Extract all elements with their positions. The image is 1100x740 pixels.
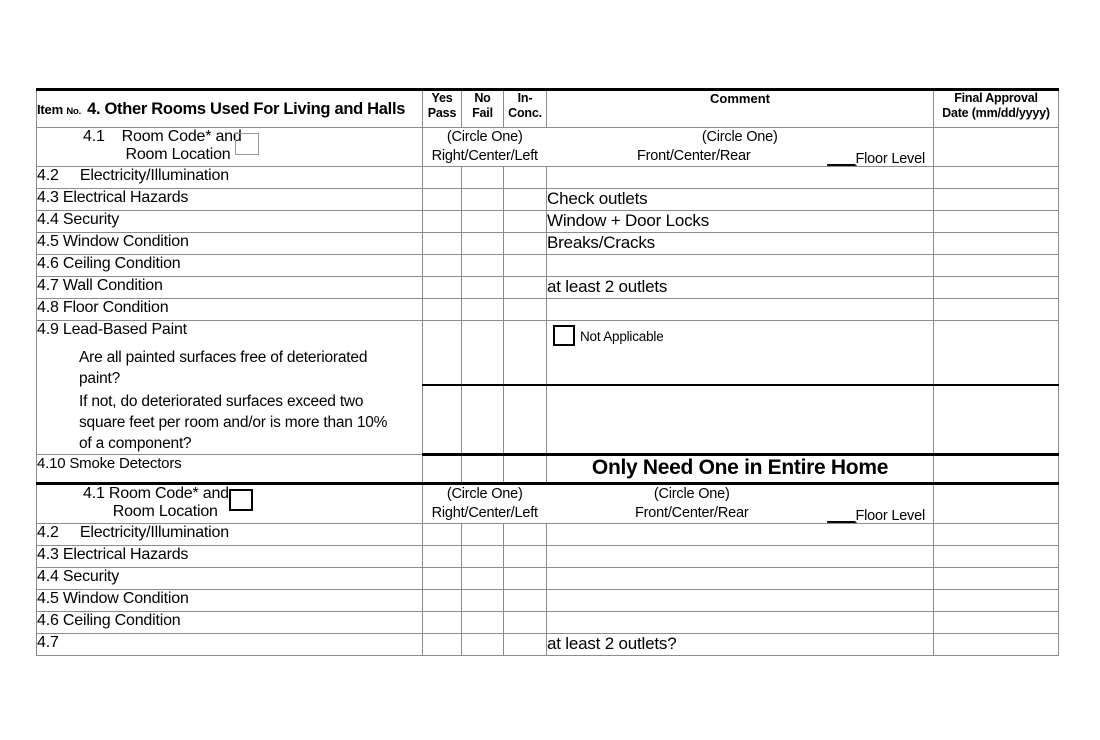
yes-pass-cell[interactable] (423, 455, 462, 484)
floor-level-field-1[interactable]: ____Floor Level (827, 151, 925, 167)
in-conc-cell[interactable] (504, 167, 547, 189)
final-approval-cell[interactable] (934, 568, 1059, 590)
yes-pass-cell[interactable] (423, 233, 462, 255)
final-approval-cell[interactable] (934, 299, 1059, 321)
table-row (37, 568, 1059, 590)
header-col-yes-pass: Yes Pass (423, 90, 462, 128)
no-fail-cell[interactable] (462, 299, 504, 321)
yes-pass-cell[interactable] (423, 277, 462, 299)
circle-one-left-1: (Circle One) Right/Center/Left (423, 128, 547, 167)
no-fail-cell[interactable] (462, 211, 504, 233)
comment-cell[interactable] (547, 524, 934, 546)
comment-cell[interactable]: Window + Door Locks (547, 211, 934, 233)
no-fail-cell[interactable] (462, 385, 504, 454)
header-col-no-fail: No Fail (462, 90, 504, 128)
final-approval-cell[interactable] (934, 590, 1059, 612)
in-conc-cell[interactable] (504, 277, 547, 299)
comment-cell[interactable] (547, 255, 934, 277)
no-fail-cell[interactable] (462, 568, 504, 590)
no-fail-cell[interactable] (462, 255, 504, 277)
no-fail-cell[interactable] (462, 455, 504, 484)
room-code-checkbox-2[interactable] (229, 489, 253, 511)
no-fail-cell[interactable] (462, 590, 504, 612)
circle-one-right-2: (Circle One) Front/Center/Rear ____Floor Level (547, 484, 934, 524)
table-row (37, 211, 1059, 233)
final-approval-cell[interactable] (934, 484, 1059, 524)
comment-cell[interactable] (547, 568, 934, 590)
yes-pass-cell[interactable] (423, 189, 462, 211)
comment-cell[interactable]: at least 2 outlets (547, 277, 934, 299)
item-label-4-10: 4.10 Smoke Detectors (37, 455, 423, 484)
lbp-question-1: Are all painted surfaces free of deteriorated paint? (79, 349, 368, 387)
table-row (37, 233, 1059, 255)
room-code-label-1: 4.1 Room Code* and Room Location (37, 128, 423, 167)
yes-pass-cell[interactable] (423, 321, 462, 386)
no-fail-cell[interactable] (462, 612, 504, 634)
lbp-question-2: If not, do deteriorated surfaces exceed two square feet per room and/or is more than 10% of a component? (79, 393, 388, 452)
in-conc-cell[interactable] (504, 255, 547, 277)
yes-pass-cell[interactable] (423, 299, 462, 321)
yes-pass-cell[interactable] (423, 612, 462, 634)
row-smoke-detectors (37, 455, 1059, 484)
in-conc-cell[interactable] (504, 455, 547, 484)
item-label-4-5: 4.5 Window Condition (37, 233, 423, 255)
yes-pass-cell[interactable] (423, 524, 462, 546)
comment-cell[interactable]: Breaks/Cracks (547, 233, 934, 255)
inspection-form-sheet (36, 88, 1058, 656)
header-item-section (37, 90, 423, 128)
in-conc-cell[interactable] (504, 612, 547, 634)
table-row (37, 590, 1059, 612)
final-approval-cell[interactable] (934, 211, 1059, 233)
table-row (37, 277, 1059, 299)
row-room-code-2 (37, 484, 1059, 524)
no-fail-cell[interactable] (462, 189, 504, 211)
final-approval-cell[interactable] (934, 277, 1059, 299)
yes-pass-cell[interactable] (423, 167, 462, 189)
item-label-4-3: 4.3 Electrical Hazards (37, 189, 423, 211)
final-approval-cell[interactable] (934, 255, 1059, 277)
in-conc-cell[interactable] (504, 299, 547, 321)
item-label-s2-4-2: 4.2 Electricity/Illumination (37, 524, 423, 546)
comment-cell[interactable] (547, 590, 934, 612)
item-label-s2-4-4: 4.4 Security (37, 568, 423, 590)
item-no-label: Item No. (37, 101, 82, 117)
final-approval-cell[interactable] (934, 128, 1059, 167)
final-approval-cell[interactable] (934, 546, 1059, 568)
no-fail-cell[interactable] (462, 546, 504, 568)
yes-pass-cell[interactable] (423, 634, 462, 656)
comment-cell[interactable]: at least 2 outlets? (547, 634, 934, 656)
no-fail-cell[interactable] (462, 233, 504, 255)
final-approval-cell[interactable] (934, 189, 1059, 211)
table-row (37, 167, 1059, 189)
item-label-4-8: 4.8 Floor Condition (37, 299, 423, 321)
final-approval-cell[interactable] (934, 634, 1059, 656)
final-approval-cell[interactable] (934, 524, 1059, 546)
comment-cell[interactable] (547, 546, 934, 568)
row-room-code-1 (37, 128, 1059, 167)
in-conc-cell[interactable] (504, 233, 547, 255)
comment-cell[interactable]: Check outlets (547, 189, 934, 211)
table-row (37, 634, 1059, 656)
in-conc-cell[interactable] (504, 321, 547, 386)
item-label-4-6: 4.6 Ceiling Condition (37, 255, 423, 277)
in-conc-cell[interactable] (504, 385, 547, 454)
item-label-s2-4-6: 4.6 Ceiling Condition (37, 612, 423, 634)
item-label-s2-4-5: 4.5 Window Condition (37, 590, 423, 612)
room-code-checkbox-1[interactable] (235, 133, 259, 155)
table-row (37, 189, 1059, 211)
final-approval-cell[interactable] (934, 233, 1059, 255)
no-fail-cell[interactable] (462, 321, 504, 386)
circle-one-right-1: (Circle One) Front/Center/Rear ____Floor Level (547, 128, 934, 167)
item-label-4-7: 4.7 Wall Condition (37, 277, 423, 299)
comment-cell-smoke[interactable]: Only Need One in Entire Home (547, 455, 934, 484)
yes-pass-cell[interactable] (423, 546, 462, 568)
table-row (37, 255, 1059, 277)
in-conc-cell[interactable] (504, 634, 547, 656)
header-col-inconclusive: In- Conc. (504, 90, 547, 128)
final-approval-cell[interactable] (934, 167, 1059, 189)
section-title: 4. Other Rooms Used For Living and Halls (87, 99, 406, 118)
yes-pass-cell[interactable] (423, 385, 462, 454)
in-conc-cell[interactable] (504, 189, 547, 211)
not-applicable-checkbox[interactable] (553, 325, 575, 346)
yes-pass-cell[interactable] (423, 211, 462, 233)
final-approval-cell[interactable] (934, 385, 1059, 454)
in-conc-cell[interactable] (504, 211, 547, 233)
no-fail-cell[interactable] (462, 167, 504, 189)
in-conc-cell[interactable] (504, 590, 547, 612)
comment-cell[interactable] (547, 167, 934, 189)
not-applicable-cell: Not Applicable (547, 321, 934, 386)
yes-pass-cell[interactable] (423, 590, 462, 612)
in-conc-cell[interactable] (504, 546, 547, 568)
item-label-4-2: 4.2 Electricity/Illumination (37, 167, 423, 189)
table-row (37, 524, 1059, 546)
comment-cell[interactable] (547, 612, 934, 634)
header-col-final-approval: Final Approval Date (mm/dd/yyyy) (934, 90, 1059, 128)
row-lead-based-paint-a (37, 321, 1059, 386)
floor-level-field-2[interactable]: ____Floor Level (827, 508, 925, 524)
item-label-s2-4-3: 4.3 Electrical Hazards (37, 546, 423, 568)
in-conc-cell[interactable] (504, 524, 547, 546)
inspection-checklist-table (36, 88, 1059, 656)
no-fail-cell[interactable] (462, 277, 504, 299)
yes-pass-cell[interactable] (423, 255, 462, 277)
final-approval-cell[interactable] (934, 455, 1059, 484)
lead-based-paint-block: 4.9 Lead-Based Paint Are all painted surfaces free of deteriorated paint? If not, do deteriorated surfaces exceed two square feet per room and/or is more than 10% of a component? (37, 321, 423, 455)
comment-cell[interactable] (547, 299, 934, 321)
comment-cell[interactable] (547, 385, 934, 454)
item-label-s2-4-7: 4.7 (37, 634, 423, 656)
room-code-label-2: 4.1 Room Code* and Room Location (37, 484, 423, 524)
item-label-4-4: 4.4 Security (37, 211, 423, 233)
final-approval-cell[interactable] (934, 612, 1059, 634)
no-fail-cell[interactable] (462, 524, 504, 546)
no-fail-cell[interactable] (462, 634, 504, 656)
header-col-comment: Comment (547, 90, 934, 128)
circle-one-left-2: (Circle One) Right/Center/Left (423, 484, 547, 524)
final-approval-cell[interactable] (934, 321, 1059, 386)
in-conc-cell[interactable] (504, 568, 547, 590)
table-row (37, 546, 1059, 568)
table-row (37, 299, 1059, 321)
yes-pass-cell[interactable] (423, 568, 462, 590)
table-header-row (37, 90, 1059, 128)
table-row (37, 612, 1059, 634)
